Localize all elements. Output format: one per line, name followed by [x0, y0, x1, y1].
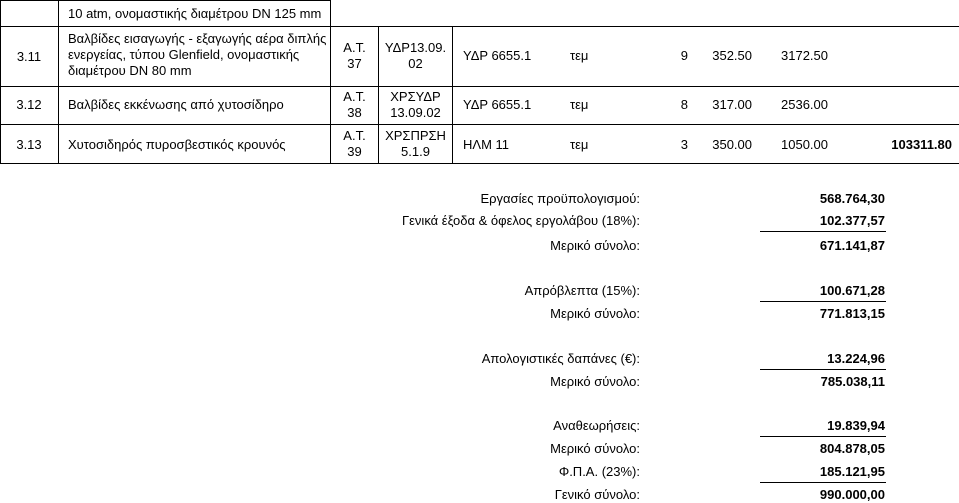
row-ref: 5.1.9: [401, 144, 430, 159]
summary-label: Μερικό σύνολο:: [550, 306, 640, 321]
subtotal-rule: [760, 436, 886, 437]
summary-label: Αναθεωρήσεις:: [553, 418, 640, 433]
summary-value: 185.121,95: [819, 464, 885, 479]
row-total: 2536.00: [781, 97, 828, 112]
subtotal-rule: [760, 301, 886, 302]
row-ref: 13.09.02: [390, 105, 441, 120]
row-unit-price: 350.00: [712, 137, 752, 152]
row-unit: τεμ: [570, 97, 589, 112]
continued-description: 10 atm, ονομαστικής διαμέτρου DN 125 mm: [68, 6, 322, 21]
row-unit: τεμ: [570, 48, 589, 63]
row-ref: 02: [408, 56, 423, 71]
row-article: ΥΔΡ 6655.1: [463, 48, 532, 63]
summary-label: Μερικό σύνολο:: [550, 238, 640, 253]
row-unit: τεμ: [570, 137, 589, 152]
summary-value: 671.141,87: [819, 238, 885, 253]
table-line: [0, 0, 330, 1]
table-line: [0, 163, 959, 164]
row-at: Α.Τ.: [343, 89, 366, 104]
summary-value: 804.878,05: [819, 441, 885, 456]
summary-value: 785.038,11: [820, 374, 885, 389]
row-description: Βαλβίδες εκκένωσης από χυτοσίδηρο: [68, 97, 284, 112]
row-article: ΗΛΜ 11: [463, 137, 510, 152]
row-group-total: 103311.80: [891, 137, 952, 152]
summary-value: 19.839,94: [827, 418, 885, 433]
summary-label: Μερικό σύνολο:: [550, 441, 640, 456]
row-at: 38: [347, 105, 362, 120]
summary-value: 100.671,28: [819, 283, 885, 298]
row-ref: ΧΡΣΥΔΡ: [390, 89, 441, 104]
summary-label: Απρόβλεπτα (15%):: [524, 283, 640, 298]
table-line: [452, 26, 453, 163]
summary-label: Απολογιστικές δαπάνες (€):: [481, 351, 640, 366]
summary-label: Γενικά έξοδα & όφελος εργολάβου (18%):: [401, 213, 640, 228]
subtotal-rule: [760, 231, 886, 232]
row-description: Χυτοσιδηρός πυροσβεστικός κρουνός: [68, 137, 286, 152]
subtotal-rule: [760, 482, 886, 483]
summary-value: 13.224,96: [827, 351, 885, 366]
summary-label: Μερικό σύνολο:: [550, 374, 640, 389]
row-description: ενεργείας, τύπου Glenfield, ονομαστικής: [68, 47, 300, 62]
row-at: 37: [347, 56, 362, 71]
summary-value: 990.000,00: [819, 487, 885, 502]
row-at: Α.Τ.: [343, 128, 366, 143]
row-at: 39: [347, 144, 362, 159]
subtotal-rule: [760, 369, 886, 370]
row-unit-price: 352.50: [712, 48, 752, 63]
row-description: Βαλβίδες εισαγωγής - εξαγωγής αέρα διπλής: [68, 31, 327, 46]
row-ref: ΥΔΡ13.09.: [384, 40, 447, 55]
row-quantity: 3: [680, 137, 688, 152]
summary-label: Γενικό σύνολο:: [554, 487, 640, 502]
summary-label: Φ.Π.Α. (23%):: [558, 464, 640, 479]
table-line: [0, 86, 959, 87]
summary-label: Εργασίες προϋπολογισμού:: [480, 191, 640, 206]
row-total: 1050.00: [781, 137, 828, 152]
table-line: [0, 124, 959, 125]
row-article: ΥΔΡ 6655.1: [463, 97, 532, 112]
row-unit-price: 317.00: [712, 97, 752, 112]
row-description: διαμέτρου DN 80 mm: [68, 63, 192, 78]
row-code: 3.12: [16, 97, 42, 112]
summary-value: 568.764,30: [819, 191, 885, 206]
row-quantity: 9: [680, 48, 688, 63]
row-quantity: 8: [680, 97, 688, 112]
summary-value: 102.377,57: [819, 213, 885, 228]
row-ref: ΧΡΣΠΡΣΗ: [385, 128, 446, 143]
row-at: Α.Τ.: [343, 40, 366, 55]
summary-value: 771.813,15: [819, 306, 885, 321]
table-line: [58, 0, 59, 163]
table-line: [0, 26, 959, 27]
row-total: 3172.50: [781, 48, 828, 63]
row-code: 3.13: [16, 137, 42, 152]
row-code: 3.11: [16, 49, 42, 64]
